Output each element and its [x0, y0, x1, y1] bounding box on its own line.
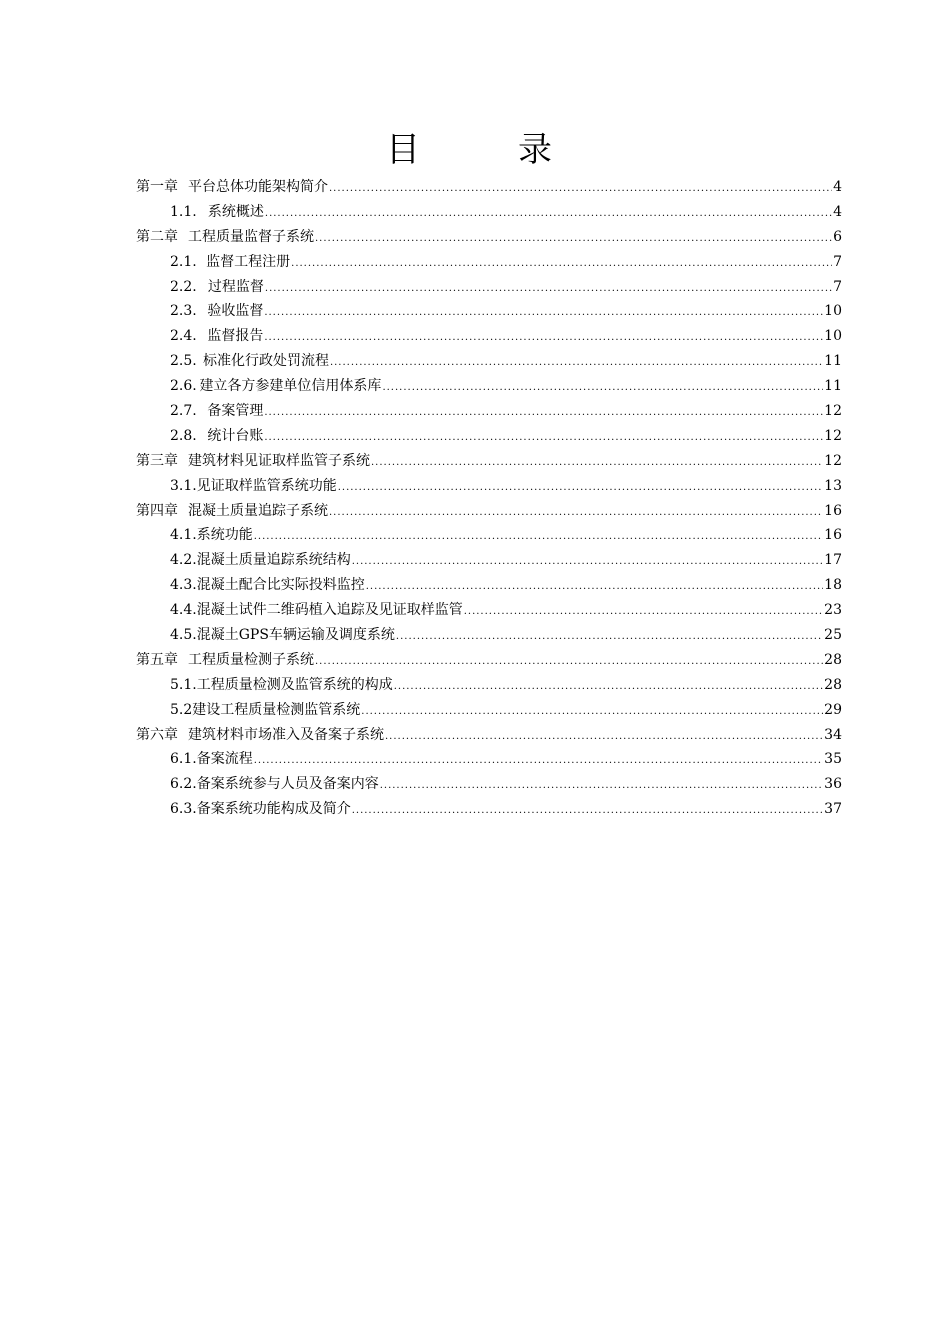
toc-entry-label: 建设工程质量检测监管系统 [192, 701, 361, 718]
toc-entry-number: 2.4. [170, 328, 197, 345]
toc-entry-number: 第二章 [136, 228, 178, 245]
toc-dot-leader [264, 326, 823, 351]
toc-entry-label: 平台总体功能架构简介 [188, 179, 328, 195]
toc-entry-number: 第四章 [136, 502, 178, 519]
toc-entry-label: 监督报告 [207, 328, 264, 345]
toc-dot-leader [329, 177, 832, 202]
toc-dot-leader [338, 476, 823, 501]
toc-entry-number: 第三章 [136, 452, 178, 469]
toc-dot-leader [329, 501, 823, 526]
toc-entry-page-number: 35 [824, 751, 842, 768]
toc-entry-page-number: 7 [833, 278, 842, 295]
toc-entry-number: 2.7. [170, 403, 197, 420]
toc-entry-label: 混凝土质量追踪系统结构 [196, 552, 351, 569]
toc-entry-number: 4.3. [170, 577, 197, 594]
toc-dot-leader [330, 351, 823, 376]
toc-dot-leader [396, 625, 823, 650]
toc-entry-page-number: 4 [833, 203, 842, 220]
toc-entry-number: 4.1. [170, 527, 197, 544]
toc-entry-number: 4.5. [170, 627, 197, 644]
toc-entry-page-number: 18 [824, 577, 842, 594]
toc-entry-page-number: 36 [824, 776, 842, 793]
toc-entry-section[interactable] [136, 673, 842, 698]
toc-entry-section[interactable] [136, 523, 842, 548]
toc-dot-leader [315, 650, 823, 675]
toc-entry-label: 建筑材料见证取样监管子系统 [188, 452, 370, 469]
toc-entry-chapter[interactable] [136, 225, 842, 250]
toc-dot-leader [464, 600, 823, 625]
toc-entry-section[interactable] [136, 772, 842, 797]
toc-entry-chapter[interactable] [136, 449, 842, 474]
toc-entry-section[interactable] [136, 623, 842, 648]
toc-entry-label: 验收监督 [207, 303, 264, 320]
toc-entry-page-number: 4 [833, 179, 842, 195]
toc-entry-section[interactable] [136, 399, 842, 424]
toc-dot-leader [264, 426, 823, 451]
toc-entry-page-number: 25 [824, 627, 842, 644]
toc-entry-chapter[interactable] [136, 723, 842, 748]
toc-entry-label: 混凝土试件二维码植入追踪及见证取样监管 [196, 602, 463, 619]
toc-entry-number: 2.6. [170, 378, 197, 395]
toc-entry-section[interactable] [136, 324, 842, 349]
toc-entry-label: 监督工程注册 [206, 253, 291, 270]
toc-entry-page-number: 37 [824, 801, 842, 818]
toc-entry-section[interactable] [136, 424, 842, 449]
toc-entry-label: 系统概述 [207, 203, 264, 220]
toc-entry-page-number: 6 [833, 228, 842, 245]
toc-entry-label: 工程质量检测子系统 [188, 651, 314, 668]
toc-dot-leader [291, 252, 832, 277]
toc-entry-label: 混凝土配合比实际投料监控 [196, 577, 365, 594]
toc-entry-label: 备案管理 [207, 403, 264, 420]
toc-entry-number: 4.2. [170, 552, 197, 569]
toc-entry-page-number: 28 [824, 651, 842, 668]
toc-entry-page-number: 17 [824, 552, 842, 569]
toc-dot-leader [254, 525, 823, 550]
toc-entry-number: 第六章 [136, 726, 178, 743]
toc-entry-section[interactable] [136, 598, 842, 623]
toc-entry-label: 标准化行政处罚流程 [202, 353, 329, 370]
toc-dot-leader [394, 675, 823, 700]
toc-entry-number: 2.5. [170, 353, 197, 370]
toc-entry-page-number: 28 [824, 676, 842, 693]
toc-dot-leader [265, 202, 832, 227]
toc-entry-number: 3.1. [170, 477, 197, 494]
toc-entry-section[interactable] [136, 747, 842, 772]
toc-entry-label: 工程质量检测及监管系统的构成 [196, 676, 393, 693]
toc-entry-page-number: 10 [824, 328, 842, 345]
toc-entry-label: 过程监督 [207, 278, 264, 295]
toc-dot-leader [371, 451, 823, 476]
toc-dot-leader [380, 774, 823, 799]
toc-dot-leader [382, 376, 823, 401]
toc-entry-number: 4.4. [170, 602, 197, 619]
toc-entry-label: 混凝土GPS车辆运输及调度系统 [196, 627, 395, 644]
toc-dot-leader [352, 550, 823, 575]
toc-dot-leader [352, 799, 823, 824]
toc-dot-leader [265, 277, 832, 302]
toc-entry-chapter[interactable] [136, 175, 842, 200]
toc-entry-section[interactable] [136, 374, 842, 399]
toc-entry-page-number: 16 [824, 502, 842, 519]
toc-list [136, 175, 842, 822]
toc-entry-section[interactable] [136, 299, 842, 324]
toc-entry-label: 备案系统功能构成及简介 [196, 801, 351, 818]
toc-entry-number: 第一章 [136, 179, 178, 195]
toc-entry-page-number: 10 [824, 303, 842, 320]
toc-entry-page-number: 12 [824, 452, 842, 469]
toc-entry-number: 6.3. [170, 801, 197, 818]
toc-entry-chapter[interactable] [136, 499, 842, 524]
toc-dot-leader [385, 725, 823, 750]
toc-entry-label: 备案系统参与人员及备案内容 [196, 776, 379, 793]
toc-entry-label: 备案流程 [196, 751, 253, 768]
toc-entry-section[interactable] [136, 548, 842, 573]
toc-entry-number: 6.1. [170, 751, 197, 768]
toc-dot-leader [254, 749, 823, 774]
toc-entry-page-number: 7 [833, 253, 842, 270]
toc-entry-label: 建筑材料市场准入及备案子系统 [188, 726, 384, 743]
toc-entry-label: 工程质量监督子系统 [188, 228, 314, 245]
toc-entry-page-number: 11 [824, 353, 842, 370]
toc-title: 目 录 [386, 130, 584, 170]
toc-entry-number: 第五章 [136, 651, 178, 668]
toc-entry-section[interactable] [136, 797, 842, 822]
toc-entry-number: 5.1. [170, 676, 197, 693]
toc-dot-leader [361, 700, 823, 725]
toc-entry-page-number: 13 [824, 477, 842, 494]
toc-entry-page-number: 34 [824, 726, 842, 743]
toc-entry-page-number: 12 [824, 403, 842, 420]
toc-entry-page-number: 23 [824, 602, 842, 619]
toc-entry-section[interactable] [136, 573, 842, 598]
toc-entry-label: 统计台账 [207, 427, 264, 444]
toc-entry-label: 系统功能 [196, 527, 253, 544]
toc-entry-section[interactable] [136, 349, 842, 374]
toc-entry-section[interactable] [136, 200, 842, 225]
toc-entry-number: 5.2 [170, 701, 193, 718]
toc-entry-section[interactable] [136, 474, 842, 499]
toc-entry-label: 建立各方参建单位信用体系库 [199, 378, 382, 395]
toc-entry-page-number: 16 [824, 527, 842, 544]
toc-entry-label: 见证取样监管系统功能 [196, 477, 337, 494]
toc-entry-number: 2.2. [170, 278, 197, 295]
toc-entry-page-number: 29 [824, 701, 842, 718]
toc-entry-section[interactable] [136, 250, 842, 275]
toc-entry-page-number: 12 [824, 427, 842, 444]
toc-dot-leader [315, 227, 832, 252]
toc-dot-leader [264, 401, 823, 426]
toc-entry-number: 1.1. [170, 203, 197, 220]
toc-dot-leader [264, 301, 823, 326]
toc-entry-number: 2.3. [170, 303, 197, 320]
toc-entry-label: 混凝土质量追踪子系统 [188, 502, 328, 519]
toc-entry-section[interactable] [136, 275, 842, 300]
toc-entry-chapter[interactable] [136, 648, 842, 673]
toc-entry-section[interactable] [136, 698, 842, 723]
toc-entry-number: 6.2. [170, 776, 197, 793]
toc-dot-leader [366, 575, 823, 600]
toc-entry-number: 2.1. [170, 253, 197, 270]
toc-entry-number: 2.8. [170, 427, 197, 444]
toc-entry-page-number: 11 [824, 378, 842, 395]
